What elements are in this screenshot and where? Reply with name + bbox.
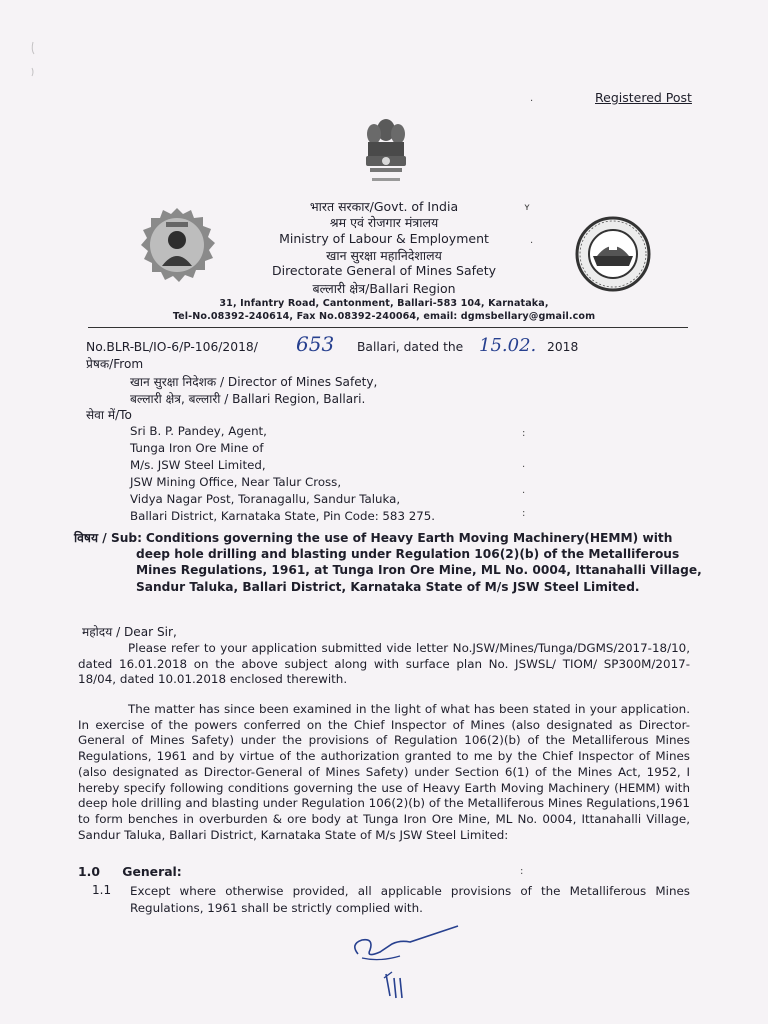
section-title: General:	[122, 864, 182, 879]
paragraph-1-text: Please refer to your application submitted vide letter No.JSW/Mines/Tunga/DGMS/2017-18/10, dated 16.01.2018 on the above subject along with surface plan No. JSWSL/ TIOM/ SP300M/2017-18/04, dated 10.01.2018 enclosed therewith.	[78, 641, 690, 687]
subject-block	[74, 530, 710, 595]
header-ministry-hindi: श्रम एवं रोजगार मंत्रालय	[329, 215, 439, 230]
to-address-line: JSW Mining Office, Near Talur Cross,	[130, 475, 342, 489]
header-govt-line: भारत सरकार/Govt. of India	[309, 199, 459, 214]
section-heading	[78, 864, 182, 879]
paragraph-1	[78, 641, 690, 688]
salutation: महोदय / Dear Sir,	[82, 625, 177, 639]
subject-rest: deep hole drilling and blasting under Regulation 106(2)(b) of the Metalliferous Mines Regulations, 1961, at Tunga Iron Ore Mine, ML No. 0004, Ittanahalli Village, Sandur Taluka, Ballari District, Karnataka State of M/s JSW Steel Limited.	[136, 547, 702, 594]
reference-number: No.BLR-BL/IO-6/P-106/2018/	[86, 340, 258, 354]
item-number: 1.1	[92, 883, 112, 897]
registered-post-label: Registered Post	[595, 90, 692, 105]
signature-icon	[340, 922, 470, 1002]
subject-first-line: Conditions governing the use of Heavy Earth Moving Machinery(HEMM) with	[145, 531, 673, 545]
handwritten-date: 15.02.	[479, 335, 537, 356]
paragraph-2-text: The matter has since been examined in the light of what has been stated in your application. In exercise of the powers conferred on the Chief Inspector of Mines (also designated as Director-General of Mines Safety) under the provisions of Regulation 106(2)(b) of the Metalliferous Mines Regulations, 1961 and by virtue of the authorization granted to me by the Chief Inspector of Mines (also designated as Director-General of Mines Safety) under Section 6(1) of the Mines Act, 1952, I hereby specify following conditions governing the use of Heavy Earth Moving Machinery (HEMM) with deep hole drilling and blasting under Regulation 106(2)(b) of the Metalliferous Mines Regulations,1961 to form benches in overburden & ore body at Tunga Iron Ore Mine, ML No. 0004, Ittanahalli Village, Sandur Taluka, Ballari District, Karnataka State of M/s JSW Steel Limited:	[78, 702, 690, 842]
date-year: 2018	[547, 340, 579, 354]
letter-page: Registered Post भारत सरकार/Govt. of India श्रम एवं रोजगार मंत्रालय Ministry of Labour & Employment खान सुरक्षा महानिदेशालय Directorate General of Mines Safety बल्लारी क्षेत्र/Ballari Region 31, Infantry Road, Cantonment, Ballari-583 104, Karnataka, Tel-No.08392-240614, Fax No.08392-240064, email: dgmsbellary@gmail.com No.BLR-BL/IO-6/P-106/2018/ 653 Ballari, dated the 15.02. 2018 प्रेषक/From खान सुरक्षा निदेशक / Director of Mines Safety, बल्लारी क्षेत्र, बल्लारी / Ballari Region, Ballari. सेवा में/To Sri B. P. Pandey, Agent, Tunga Iron Ore Mine of M/s. JSW Steel Limited, JSW Mining Office, Near Talur Cross, Vidya Nagar Post, Toranagallu, Sandur Taluka, Ballari District, Karnataka State, Pin Code: 583 275. · ʏ · : · · : : विषय / Sub: Conditions governing the use of Heavy Earth Moving Machinery(HEMM) with deep hole drilling and blasting under Regulation 106(2)(b) of the Metalliferous Mines Regulations, 1961, at Tunga Iron Ore Mine, ML No. 0004, Ittanahalli Village, Sandur Taluka, Ballari District, Karnataka State of M/s JSW Steel Limited. महोदय / Dear Sir, Please refer to your application submitted vide letter No.JSW/Mines/Tunga/DGMS/2017-18/10, dated 16.01.2018 on the above subject along with surface plan No. JSWSL/ TIOM/ SP300M/2017-18/04, dated 10.01.2018 enclosed therewith. The matter has since been examined in the light of what has been stated in your application. In exercise of the powers conferred on the Chief Inspector of Mines (also designated as Director-General of Mines Safety) under the provisions of Regulation 106(2)(b) of the Metalliferous Mines Regulations, 1961 and by virtue of the authorization granted to me by the Chief Inspector of Mines (also designated as Director-General of Mines Safety) under Section 6(1) of the Mines Act, 1952, I hereby specify following conditions governing the use of Heavy Earth Moving Machinery (HEMM) with deep hole drilling and blasting under Regulation 106(2)(b) of the Metalliferous Mines Regulations,1961 to form benches in overburden & ore body at Tunga Iron Ore Mine, ML No. 0004, Ittanahalli Village, Sandur Taluka, Ballari District, Karnataka State of M/s JSW Steel Limited: 1.0 General: 1.1 Except where otherwise provided, all applicable provisions of the Metalliferous Mines Regulations, 1961 shall be strictly complied with.	[0, 0, 768, 1024]
from-line-2: बल्लारी क्षेत्र, बल्लारी / Ballari Region, Ballari.	[130, 392, 366, 406]
header-dgms: Directorate General of Mines Safety	[271, 263, 497, 278]
scan-mark-icon	[28, 40, 38, 80]
header-dgms-hindi: खान सुरक्षा महानिदेशालय	[326, 248, 442, 263]
header-contact: Tel-No.08392-240614, Fax No.08392-240064, email: dgmsbellary@gmail.com	[172, 311, 596, 322]
from-line-1: खान सुरक्षा निदेशक / Director of Mines Safety,	[130, 375, 378, 389]
section-number: 1.0	[78, 864, 100, 879]
from-label: प्रेषक/From	[86, 357, 144, 371]
paragraph-2	[78, 702, 690, 843]
handwritten-number: 653	[296, 332, 335, 356]
header-address: 31, Infantry Road, Cantonment, Ballari-583 104, Karnataka,	[219, 298, 549, 309]
to-address-line: Ballari District, Karnataka State, Pin Code: 583 275.	[130, 509, 435, 523]
item-text: Except where otherwise provided, all applicable provisions of the Metalliferous Mines Regulations, 1961 shall be strictly complied with.	[130, 884, 690, 915]
header-ministry: Ministry of Labour & Employment	[279, 231, 489, 246]
to-address-line: Sri B. P. Pandey, Agent,	[130, 424, 267, 438]
to-address-line: M/s. JSW Steel Limited,	[130, 458, 266, 472]
dated-label: Ballari, dated the	[357, 340, 464, 354]
subject-label: विषय / Sub:	[74, 531, 143, 545]
to-label: सेवा में/To	[86, 408, 132, 422]
to-address-line: Tunga Iron Ore Mine of	[130, 441, 264, 455]
national-emblem-icon	[356, 112, 416, 190]
to-address-line: Vidya Nagar Post, Toranagallu, Sandur Taluka,	[130, 492, 401, 506]
header-divider	[88, 327, 688, 328]
header-region: बल्लारी क्षेत्र/Ballari Region	[312, 281, 456, 296]
